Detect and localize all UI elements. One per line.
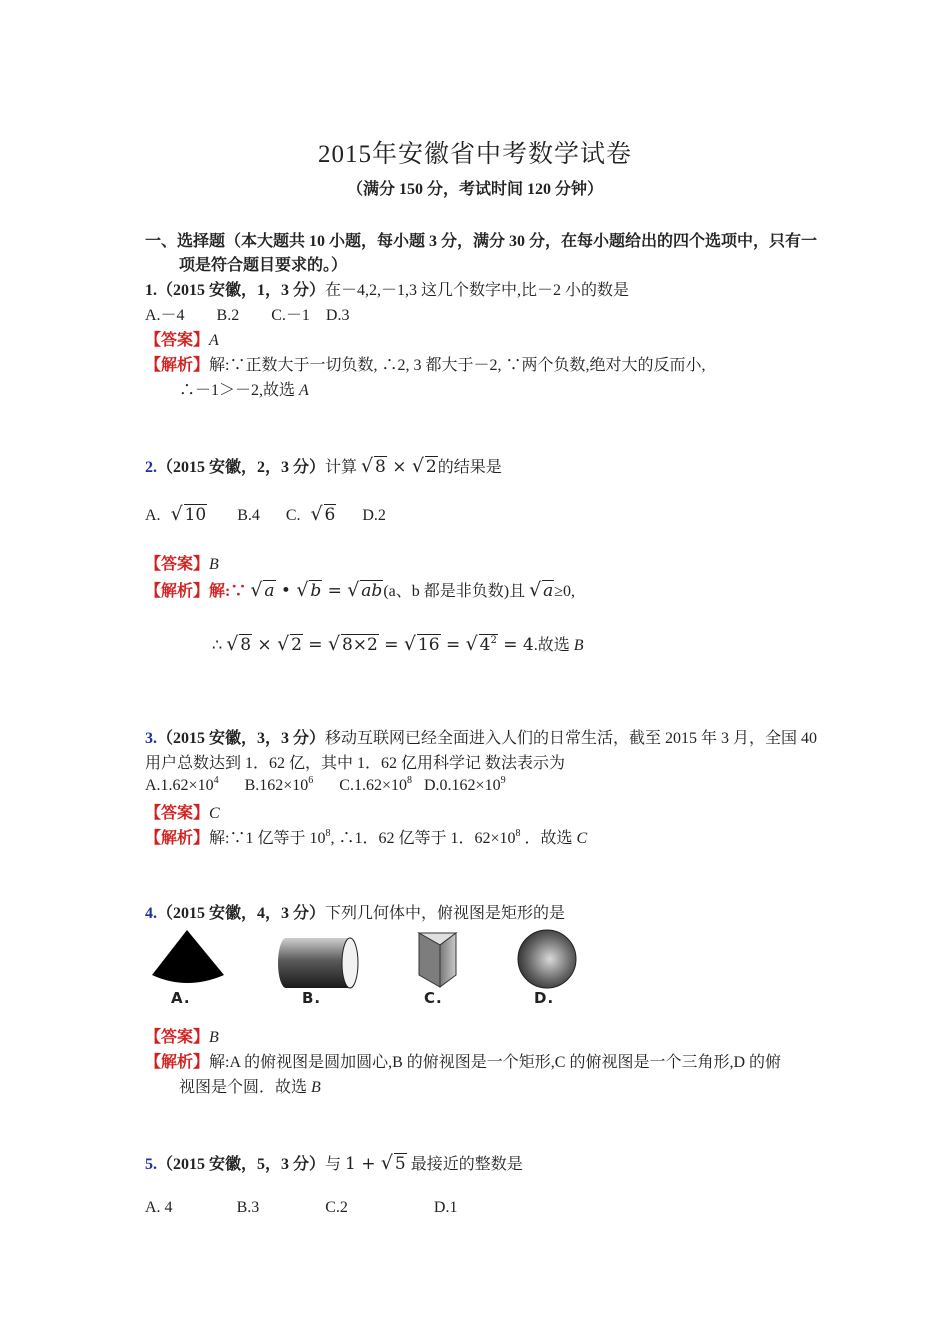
triangular-prism-figure <box>419 933 456 987</box>
math-expression: √ a • √ b = √ ab <box>250 581 383 601</box>
math-expression: 1 + √ 5 <box>345 1154 407 1174</box>
cone-figure <box>152 930 224 983</box>
question-1-options: A.－4 B.2 C.－1 D.3 <box>145 307 350 324</box>
question-1-answer <box>145 327 219 350</box>
answer-value: C <box>209 805 220 822</box>
option-b: B.4 <box>237 507 260 524</box>
analysis-tag: 【解析】 <box>145 583 210 600</box>
question-2-answer <box>145 551 219 574</box>
figure-label-c: C. <box>424 989 443 1007</box>
analysis-choice: A <box>299 382 309 399</box>
analysis-text: 视图是个圆．故选 <box>179 1079 312 1096</box>
sqrt-symbol: √ a <box>529 581 554 601</box>
question-source: （2015 安徽，5，3 分） <box>157 1156 326 1173</box>
option-d: $D.0.162\times 10^9$ <box>423 775 506 794</box>
option-a: $A.1.62\times 10^4$ <box>145 775 219 794</box>
question-4-analysis-cont <box>179 1074 321 1097</box>
sqrt-symbol: √ 8×2 <box>328 635 379 655</box>
analysis-text: ∴－1＞－2,故选 <box>179 382 300 399</box>
analysis-text: (a、b 都是非负数)且 <box>383 583 526 600</box>
analysis-choice: B <box>573 637 584 654</box>
question-number: 5. <box>145 1156 157 1173</box>
question-2-analysis <box>145 578 575 601</box>
figure-label-b: B. <box>302 989 322 1007</box>
figure-label-d: D. <box>534 989 555 1007</box>
therefore-symbol: ∴ <box>212 637 223 654</box>
question-text: 的结果是 <box>437 459 502 476</box>
sqrt-symbol: √ 10 <box>171 505 208 525</box>
analysis-choice: B <box>311 1079 321 1096</box>
question-5-options <box>145 1199 457 1217</box>
section-heading-line1: 一、选择题（本大题共 10 小题，每小题 3 分，满分 30 分，在每小题给出的四个选项中，只有一 <box>145 233 818 250</box>
answer-tag: 【答案】 <box>145 805 210 822</box>
option-a: A. <box>145 507 161 524</box>
answer-value: B <box>209 556 219 573</box>
cylinder-figure <box>278 938 358 988</box>
sqrt-symbol: √ 6 <box>311 505 337 525</box>
answer-tag: 【答案】 <box>145 1029 210 1046</box>
analysis-text: 解:∵ <box>209 583 247 600</box>
math-expression: √ 8 × √ 2 = √ 8×2 = √ 16 = √ $4^2 = 4$ <box>226 635 534 655</box>
question-4-analysis <box>145 1049 781 1072</box>
question-3-options <box>145 775 506 795</box>
question-4-answer <box>145 1024 219 1047</box>
sphere-figure <box>518 930 576 988</box>
option-c-math <box>311 505 337 525</box>
question-text: 计算 <box>325 459 362 476</box>
option-c: C. <box>285 507 301 524</box>
question-source: （2015 安徽，1，3 分） <box>157 282 326 299</box>
question-number: 1. <box>145 282 157 299</box>
section-heading-line2: 项是符合题目要求的。） <box>179 257 348 274</box>
geometry-figures <box>140 925 600 995</box>
question-3-analysis: 【解析】解:∵1 亿等于 $10^8$, ∴1．62 亿等于 1．$62\times 10^8$ ．故选 C <box>145 828 588 847</box>
question-number: 3. <box>145 730 157 747</box>
analysis-text: .故选 <box>533 637 574 654</box>
option-b: B.3 <box>236 1199 260 1216</box>
question-1-analysis <box>145 352 705 375</box>
answer-tag: 【答案】 <box>145 556 210 573</box>
question-text: 下列几何体中，俯视图是矩形的是 <box>325 905 566 922</box>
question-2-options <box>145 505 386 525</box>
question-1 <box>145 277 629 300</box>
sqrt-symbol: √ a <box>250 581 275 601</box>
question-source: （2015 安徽，4，3 分） <box>157 905 326 922</box>
option-c: C.2 <box>325 1199 348 1216</box>
option-c: $C.1.62\times 10^8$ <box>339 775 412 794</box>
option-b: $B.162\times 10^6$ <box>244 775 314 794</box>
sqrt-symbol: √ $4^2$ <box>466 635 498 655</box>
question-number: 4. <box>145 905 157 922</box>
math-expression: √ 8 × √ 2 <box>361 457 438 477</box>
question-4 <box>145 900 565 923</box>
analysis-text: ．故选 <box>520 830 577 847</box>
sqrt-symbol: √ ab <box>347 581 383 601</box>
page-title: 2015年安徽省中考数学试卷 <box>317 141 632 168</box>
question-2 <box>145 454 502 477</box>
question-text: 与 <box>325 1156 342 1173</box>
option-d: D.2 <box>362 507 386 524</box>
math-expression <box>529 581 554 601</box>
analysis-tag: 【解析】 <box>145 1054 210 1071</box>
sqrt-symbol: √ 2 <box>277 635 303 655</box>
option-a: A. 4 <box>145 1199 173 1216</box>
question-source: （2015 安徽，3，3 分） <box>157 730 326 747</box>
question-number: 2. <box>145 459 157 476</box>
sqrt-symbol: √ b <box>296 581 322 601</box>
question-source: （2015 安徽，2，3 分） <box>157 459 326 476</box>
sqrt-symbol: √ 2 <box>412 457 438 477</box>
analysis-choice: C <box>576 830 588 847</box>
question-2-derivation <box>212 632 584 655</box>
question-1-analysis-cont <box>179 377 309 400</box>
question-3 <box>145 725 817 748</box>
analysis-tag: 【解析】 <box>145 830 210 847</box>
analysis-text: 解:∵正数大于一切负数, ∴2, 3 都大于－2, ∵两个负数,绝对大的反而小, <box>209 357 706 374</box>
analysis-tag: 【解析】 <box>145 357 210 374</box>
answer-value: B <box>209 1029 219 1046</box>
question-3-cont: 用户总数达到 1．62 亿，其中 1．62 亿用科学记 数法表示为 <box>145 755 566 772</box>
question-text: 移动互联网已经全面进入人们的日常生活，截至 2015 年 3 月，全国 40 <box>325 730 818 747</box>
figure-label-a: A. <box>171 989 191 1007</box>
sqrt-symbol: √ 5 <box>381 1154 407 1174</box>
sqrt-symbol: √ 8 <box>361 457 387 477</box>
option-d: D.1 <box>433 1199 458 1216</box>
analysis-text: 解:A 的俯视图是圆加圆心,B 的俯视图是一个矩形,C 的俯视图是一个三角形,D 的俯 <box>209 1054 782 1071</box>
option-a-math <box>171 505 208 525</box>
question-3-answer <box>145 800 220 823</box>
sqrt-symbol: √ 8 <box>226 635 252 655</box>
answer-value: A <box>209 332 219 349</box>
question-text: 最接近的整数是 <box>410 1156 523 1173</box>
analysis-text: , ∴1．62 亿等于 1．62×10 <box>330 830 516 847</box>
analysis-text: 解:∵1 亿等于 10 <box>209 830 326 847</box>
page-subtitle: （满分 150 分，考试时间 120 分钟） <box>346 181 603 198</box>
question-text: 在－4,2,－1,3 这几个数字中,比－2 小的数是 <box>325 282 630 299</box>
answer-tag: 【答案】 <box>145 332 210 349</box>
sqrt-symbol: √ 16 <box>404 635 441 655</box>
analysis-text: ≥0, <box>554 583 576 600</box>
question-5 <box>145 1151 523 1174</box>
